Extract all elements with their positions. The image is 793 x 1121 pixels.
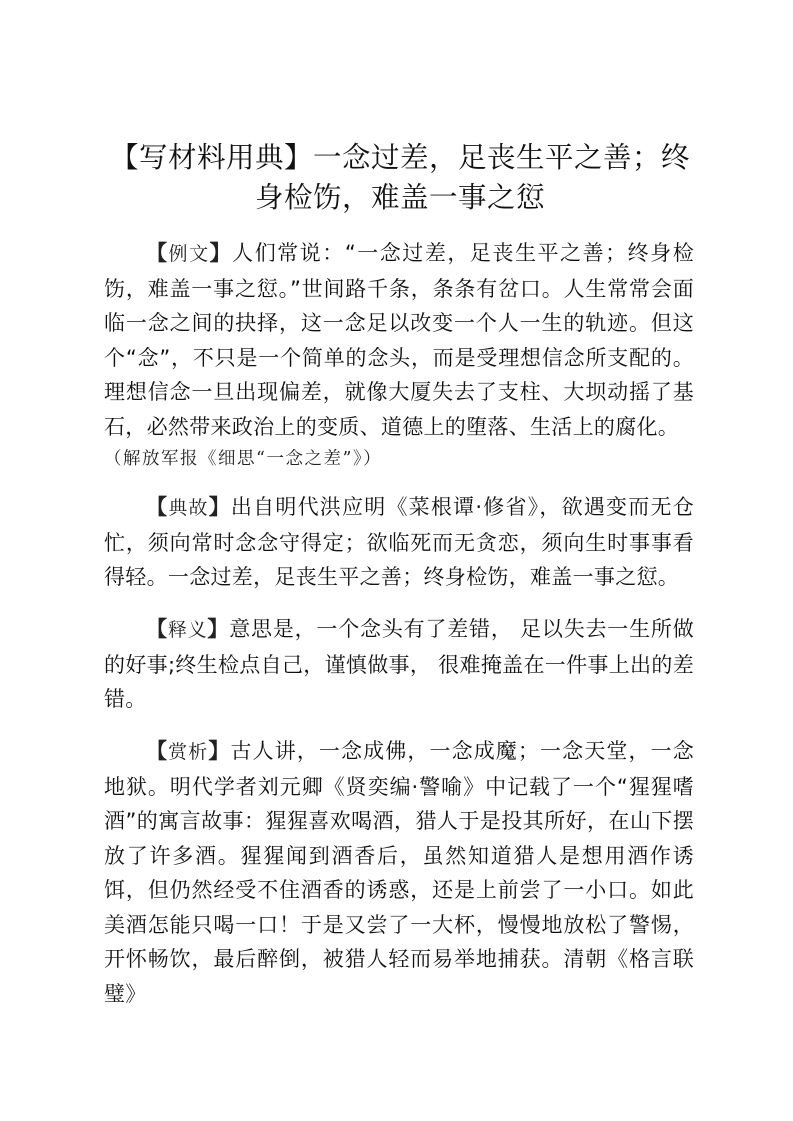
document-title: 【写材料用典】一念过差，足丧生平之善；终身检饬，难盖一事之愆 bbox=[109, 141, 690, 214]
section-body: 意思是，一个念头有了差错， 足以失去一生所做的好事;终生检点自己，谨慎做事， 很难掩盖在一件事上出的差错。 bbox=[104, 617, 694, 711]
section-meaning bbox=[104, 612, 694, 717]
section-body: 出自明代洪应明《菜根谭·修省》，欲遇变而无仓忙，须向常时念念守得定；欲临死而无贪恋，须向生时事事看得轻。一念过差，足丧生平之善；终身检饬，难盖一事之愆。 bbox=[104, 495, 695, 589]
section-tag-label: 赏析 bbox=[168, 741, 209, 763]
section-tag: 【释义】 bbox=[146, 617, 230, 641]
section-tag-label: 典故 bbox=[168, 497, 209, 519]
source-citation: （解放军报《细思“一念之差”》） bbox=[104, 449, 383, 469]
section-tag: 【例文】 bbox=[146, 241, 233, 265]
section-body: 人们常说：“一念过差，足丧生平之善；终身检饬，难盖一事之愆。”世间路千条，条条有岔口。人生常常会面临一念之间的抉择，这一念足以改变一个人一生的轨迹。但这个“念”，不只是一个简单的念头，而是受理想信念所支配的。理想信念一旦出现偏差，就像大厦失去了支柱、大坝动摇了基石，必然带来政治上的变质、道德上的堕落、生活上的腐化。 bbox=[104, 241, 694, 439]
section-tag: 【赏析】 bbox=[146, 739, 231, 763]
section-appreciation bbox=[104, 734, 694, 1011]
section-tag: 【典故】 bbox=[146, 495, 231, 519]
section-example bbox=[104, 236, 694, 474]
section-tag-label: 例文 bbox=[168, 243, 210, 265]
section-tag-label: 释义 bbox=[167, 619, 208, 641]
section-allusion bbox=[104, 490, 694, 595]
section-body: 古人讲，一念成佛，一念成魔；一念天堂，一念地狱。明代学者刘元卿《贤奕编·警喻》中记载了一个“猩猩嗜酒”的寓言故事：猩猩喜欢喝酒，猎人于是投其所好，在山下摆放了许多酒。猩猩闻到酒香后，虽然知道猎人是想用酒作诱饵，但仍然经受不住酒香的诱惑，还是上前尝了一小口。如此美酒怎能只喝一口！于是又尝了一大杯，慢慢地放松了警惕，开怀畅饮，最后醉倒，被猎人轻而易举地捕获。清朝《格言联璧》 bbox=[104, 739, 694, 1006]
